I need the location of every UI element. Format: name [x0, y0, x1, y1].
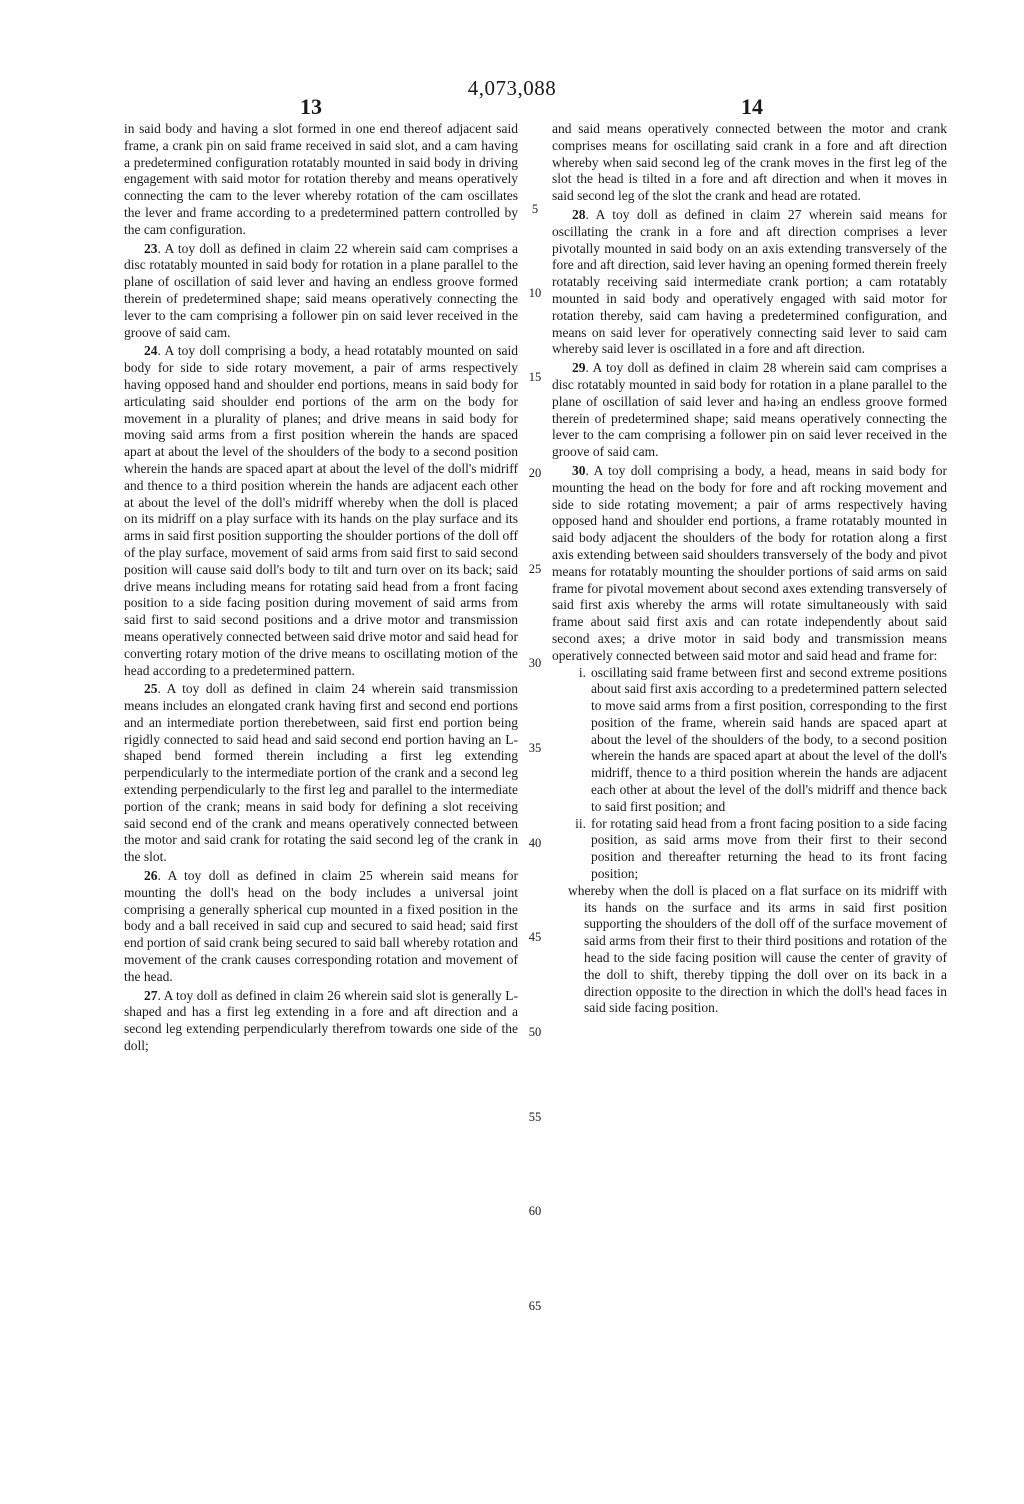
line-number: 60	[528, 1204, 542, 1218]
claim-number: 25	[144, 681, 158, 697]
line-number: 15	[528, 370, 542, 384]
claim-text: . A toy doll comprising a body, a head rotatably mounted on said body for side to side rotary movement, a pair of arms respectively having opposed hand and shoulder end portions, means in said body for articulating said shoulder end portions of the arm on the body for movement in a plurality of planes; and drive means in said body for moving said arms from a first position wherein the hands are spaced apart at about the level of the shoulders of the body to a second position wherein the hands are spaced apart at about the level of the doll's midriff and thence to a third position wherein the hands are adjacent each other at about the level of the doll's midriff whereby when the doll is placed on its midriff on a play surface with its hands on the play surface and its arms in said first position supporting the shoulder portions of the doll off of the play surface, movement of said arms from said first to said second position will cause said doll's body to tilt and turn over on its back; said drive means including means for rotating said head from a front facing position to a side facing position during movement of said arms from said first to said second positions and a drive motor and transmission means operatively connected between said drive motor and said head for converting rotary motion of the drive means to oscillating motion of the head according to a predetermined pattern.	[124, 343, 518, 678]
claim-number: 30	[572, 462, 586, 478]
sub-clause-i	[552, 665, 947, 816]
claim-text: . A toy doll comprising a body, a head, means in said body for mounting the head on the body for fore and aft rocking movement and side to side rotating movement; a pair of arms respectively having opposed hand and shoulder end portions, a frame rotatably mounted in said body adjacent the shoulders of the body for rotation along a first axis extending between said shoulders transversely of the body and pivot means for rotatably mounting the shoulder portions of said arms on said frame for pivotal movement about second axes extending transversely of said first axis whereby the arms will rotate simultaneously with said frame about said first axis and can rotate independently about said second axes; a drive motor in said body and transmission means operatively connected between said motor and said head and frame for:	[552, 462, 947, 663]
line-number: 50	[528, 1025, 542, 1039]
claim-27	[124, 988, 518, 1055]
claim-24	[124, 343, 518, 679]
right-column	[552, 121, 947, 1017]
line-number: 55	[528, 1110, 542, 1124]
claim-29	[552, 360, 947, 461]
line-number: 20	[528, 466, 542, 480]
patent-number: 4,073,088	[467, 76, 557, 100]
line-number: 25	[528, 562, 542, 576]
claim-26	[124, 868, 518, 986]
line-number: 10	[528, 286, 542, 300]
claim-text: . A toy doll as defined in claim 27 wherein said means for oscillating the crank in a fore and aft direction comprises a lever pivotally mounted in said body on an axis extending transversely of the fore and aft direction, said lever having an opening formed therein freely rotatably receiving said intermediate crank portion; a cam rotatably mounted in said body and operatively engaged with said motor for rotation thereby, said cam having a predetermined configuration, and means on said lever for operatively connecting said lever to said cam whereby said lever is oscillated in a fore and aft direction.	[552, 206, 947, 357]
claim-text: . A toy doll as defined in claim 25 wherein said means for mounting the doll's head on the body includes a universal joint comprising a generally spherical cup mounted in a fixed position in the body and a ball received in said cup and secured to said head; said first end portion of said crank being secured to said ball whereby rotation and movement of the crank causes corresponding rotation and movement of the head.	[124, 868, 518, 984]
line-number: 35	[528, 741, 542, 755]
sub-clause-marker: ii.	[575, 815, 586, 831]
claim-28	[552, 207, 947, 358]
sub-clause-marker: i.	[578, 664, 586, 680]
sub-clause-text: for rotating said head from a front facing position to a side facing position, as said arms move from their first to their second position and thereafter returning the head to its front facing position;	[591, 815, 947, 882]
paragraph: and said means operatively connected between the motor and crank comprises means for oscillating said crank in a fore and aft direction whereby when said second leg of the crank moves in the first leg of the slot the head is tilted in a fore and aft direction and when it moves in said second leg of the slot the crank and head are rotated.	[552, 121, 947, 204]
claim-number: 28	[572, 206, 586, 222]
claim-number: 26	[144, 868, 158, 884]
whereby-clause: whereby when the doll is placed on a flat surface on its midriff with its hands on the surface and its arms in said first position supporting the shoulders of the doll off of the surface movement of said arms from their first to their third positions and rotation of the head to the side facing position will cause the center of gravity of the doll to shift, thereby tipping the doll over on its back in a direction opposite to the direction in which the doll's head faces in said side facing position.	[568, 882, 947, 1016]
sub-clause-ii	[552, 816, 947, 883]
claim-text: . A toy doll as defined in claim 24 wherein said transmission means includes an elongated crank having first and second end portions and an intermediate portion therebetween, said first end portion being rigidly connected to said head and said second end portion having an L-shaped bend formed therein including a first leg extending perpendicularly to the intermediate portion of the crank and a second leg extending perpendicularly to the first leg and parallel to the intermediate portion of the crank; means in said body for defining a slot receiving said second end of the crank and means operatively connected between the motor and said crank for rotating the said second leg of the crank in the slot.	[124, 681, 518, 865]
claim-text: . A toy doll as defined in claim 22 wherein said cam comprises a disc rotatably mounted in said body for rotation in a plane parallel to the plane of oscillation of said lever and having an endless groove formed therein of predetermined shape; said means operatively connecting the lever to the cam comprising a follower pin on said lever received in the groove of said cam.	[124, 240, 518, 340]
claim-23	[124, 241, 518, 342]
left-column	[124, 121, 518, 1055]
line-number: 40	[528, 836, 542, 850]
claim-30	[552, 463, 947, 665]
page-number-right: 14	[741, 94, 763, 119]
claim-number: 24	[144, 343, 158, 359]
claim-text: . A toy doll as defined in claim 26 wherein said slot is generally L-shaped and has a first leg extending in a fore and aft direction and a second leg extending perpendicularly therefrom towards one side of the doll;	[124, 987, 518, 1054]
page-number-left: 13	[300, 94, 322, 119]
claim-text: . A toy doll as defined in claim 28 wherein said cam comprises a disc rotatably mounted in said body for rotation in a plane parallel to the plane of oscillation of said lever and ha›ing an endless groove formed therein of predetermined shape; said means operatively connecting the lever to the cam comprising a follower pin on said lever received in the groove of said cam.	[552, 360, 947, 460]
claim-number: 27	[144, 987, 158, 1003]
paragraph: in said body and having a slot formed in one end thereof adjacent said frame, a crank pin on said frame received in said slot, and a cam having a predetermined configuration rotatably mounted in said body in driving engagement with said motor for rotation thereby and means operatively connecting the cam to the lever whereby rotation of the cam oscillates the lever and frame according to a predetermined pattern controlled by the cam configuration.	[124, 121, 518, 237]
line-number: 45	[528, 930, 542, 944]
claim-25	[124, 681, 518, 866]
line-number: 65	[528, 1299, 542, 1313]
claim-number: 29	[572, 360, 586, 376]
sub-clause-text: oscillating said frame between first and second extreme positions about said first axis according to a predetermined pattern selected to move said arms from a first position, corresponding to the first position of the frame, wherein said hands are spaced apart at about the level of the shoulders of the body, to a second position wherein the hands are spaced apart at about the level of the doll's midriff, thence to a third position wherein the hands are adjacent each other at about the level of the doll's midriff and thence back to said first position; and	[591, 664, 947, 814]
claim-number: 23	[144, 240, 158, 256]
line-number: 5	[531, 202, 539, 216]
line-number: 30	[528, 656, 542, 670]
